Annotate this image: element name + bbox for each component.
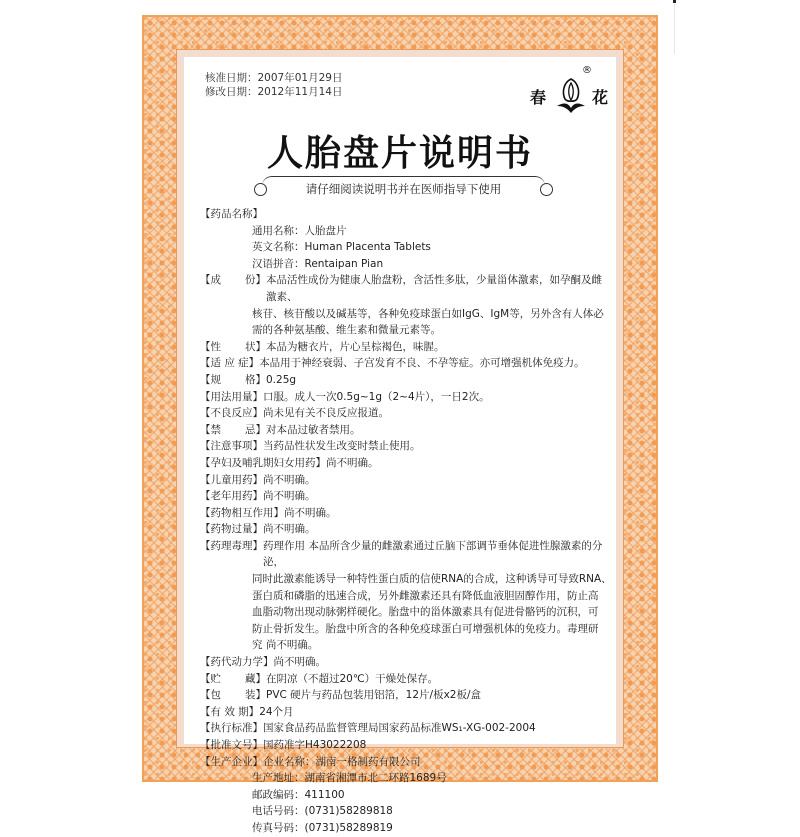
pharmacology-line: 防止骨折发生。胎盘中所含的各种免疫球蛋白可增强机体的免疫力。毒理研 [252, 622, 599, 635]
pharmacology-line: 究 尚不明确。 [252, 639, 319, 652]
subtitle-banner [252, 175, 555, 197]
subtitle: 请仔细阅读说明书并在医师指导下使用 [305, 182, 502, 196]
brand-logo [530, 65, 618, 121]
section-description: 【性 状】 本品为糖衣片，片心呈棕褐色，味腥。 [200, 340, 445, 353]
section-indications: 【适 应 症】 本品用于神经衰弱、子宫发育不良、不孕等症。亦可增强机体免疫力。 [200, 357, 585, 370]
section-standard: 【执行标准】 国家食品药品监督管理局国家药品标准WS₁-XG-002-2004 [200, 722, 536, 735]
english-name: 英文名称：Human Placenta Tablets [252, 241, 431, 254]
section-dosage: 【用法用量】 口服。成人一次0.5g~1g（2~4片），一日2次。 [200, 390, 490, 403]
manufacturer-address: 生产地址：湖南省湘潭市北二环路1689号 [252, 772, 447, 785]
leaflet-page [184, 57, 616, 834]
page-title: 人胎盘片说明书 [266, 132, 533, 174]
ingredients-line: 需的各种氨基酸、维生素和微量元素等。 [252, 324, 441, 337]
lotus-flower-icon [554, 75, 588, 115]
approval-date: 核准日期：2007年01月29日 [205, 72, 343, 84]
section-storage: 【贮 藏】 在阴凉（不超过20℃）干燥处保存。 [200, 672, 439, 685]
section-contraindications: 【禁 忌】 对本品过敏者禁用。 [200, 423, 361, 436]
section-approval-number: 【批准文号】 国药准字H43022208 [200, 739, 367, 751]
scan-line [674, 4, 675, 54]
section-ingredients: 【成 份】 本品活性成份为健康人胎盘粉，含活性多肽，少量甾体激素，如孕酮及雌激素、 [200, 272, 610, 305]
section-pediatric: 【儿童用药】 尚不明确。 [200, 473, 316, 486]
pharmacology-line: 同时此激素能诱导一种特性蛋白质的信使RNA的合成，这种诱导可导致RNA、 [252, 573, 612, 586]
section-manufacturer: 【生产企业】 企业名称：湖南一格制药有限公司 [200, 755, 421, 768]
manufacturer-postcode: 邮政编码：411100 [252, 788, 345, 801]
brand-char-left: 春 [530, 88, 547, 107]
leaflet-body [200, 206, 610, 837]
section-interactions: 【药物相互作用】 尚不明确。 [200, 506, 337, 519]
pinyin-name: 汉语拼音：Rentaipan Pian [252, 257, 384, 270]
pharmacology-line: 蛋白质和磷脂的迅速合成，另外雌激素还具有降低血液胆固醇作用，防止高 [252, 589, 599, 602]
revision-date: 修改日期：2012年11月14日 [205, 86, 343, 98]
section-validity: 【有 效 期】 24个月 [200, 705, 294, 718]
section-overdose: 【药物过量】 尚不明确。 [200, 523, 316, 536]
registered-mark: ® [582, 65, 592, 76]
manufacturer-fax: 传真号码：(0731)58289819 [252, 821, 393, 834]
section-pregnancy: 【孕妇及哺乳期妇女用药】 尚不明确。 [200, 456, 379, 469]
pharmacology-line: 血脂动物出现动脉粥样硬化。胎盘中的甾体激素具有促进骨骼钙的沉积，可 [252, 606, 599, 619]
section-pharmacology: 【药理毒理】 药理作用 本品所含少量的雌激素通过丘脑下部调节垂体促进性腺激素的分泌， [200, 539, 603, 569]
section-drug-name: 【药品名称】 [200, 208, 263, 220]
section-geriatric: 【老年用药】 尚不明确。 [200, 490, 316, 503]
brand-char-right: 花 [592, 88, 609, 107]
section-packaging: 【包 装】 PVC 硬片与药品包装用铝箔，12片/板x2板/盒 [200, 689, 482, 702]
section-adverse-reactions: 【不良反应】 尚未见有关不良反应报道。 [200, 407, 389, 420]
header-dates [205, 71, 342, 99]
generic-name: 通用名称：人胎盘片 [252, 224, 347, 237]
decorative-border-frame [142, 15, 658, 834]
scan-mark [673, 0, 676, 3]
section-precautions: 【注意事项】 当药品性状发生改变时禁止使用。 [200, 440, 421, 453]
manufacturer-phone: 电话号码：(0731)58289818 [252, 805, 393, 818]
section-pharmacokinetics: 【药代动力学】 尚不明确。 [200, 656, 326, 669]
ingredients-line: 核苷、核苷酸以及碱基等，各种免疫球蛋白如IgG、IgM等，另外含有人体必 [252, 307, 604, 320]
section-specification: 【规 格】 0.25g [200, 373, 297, 386]
section-label: 【成 份】 [200, 274, 266, 287]
